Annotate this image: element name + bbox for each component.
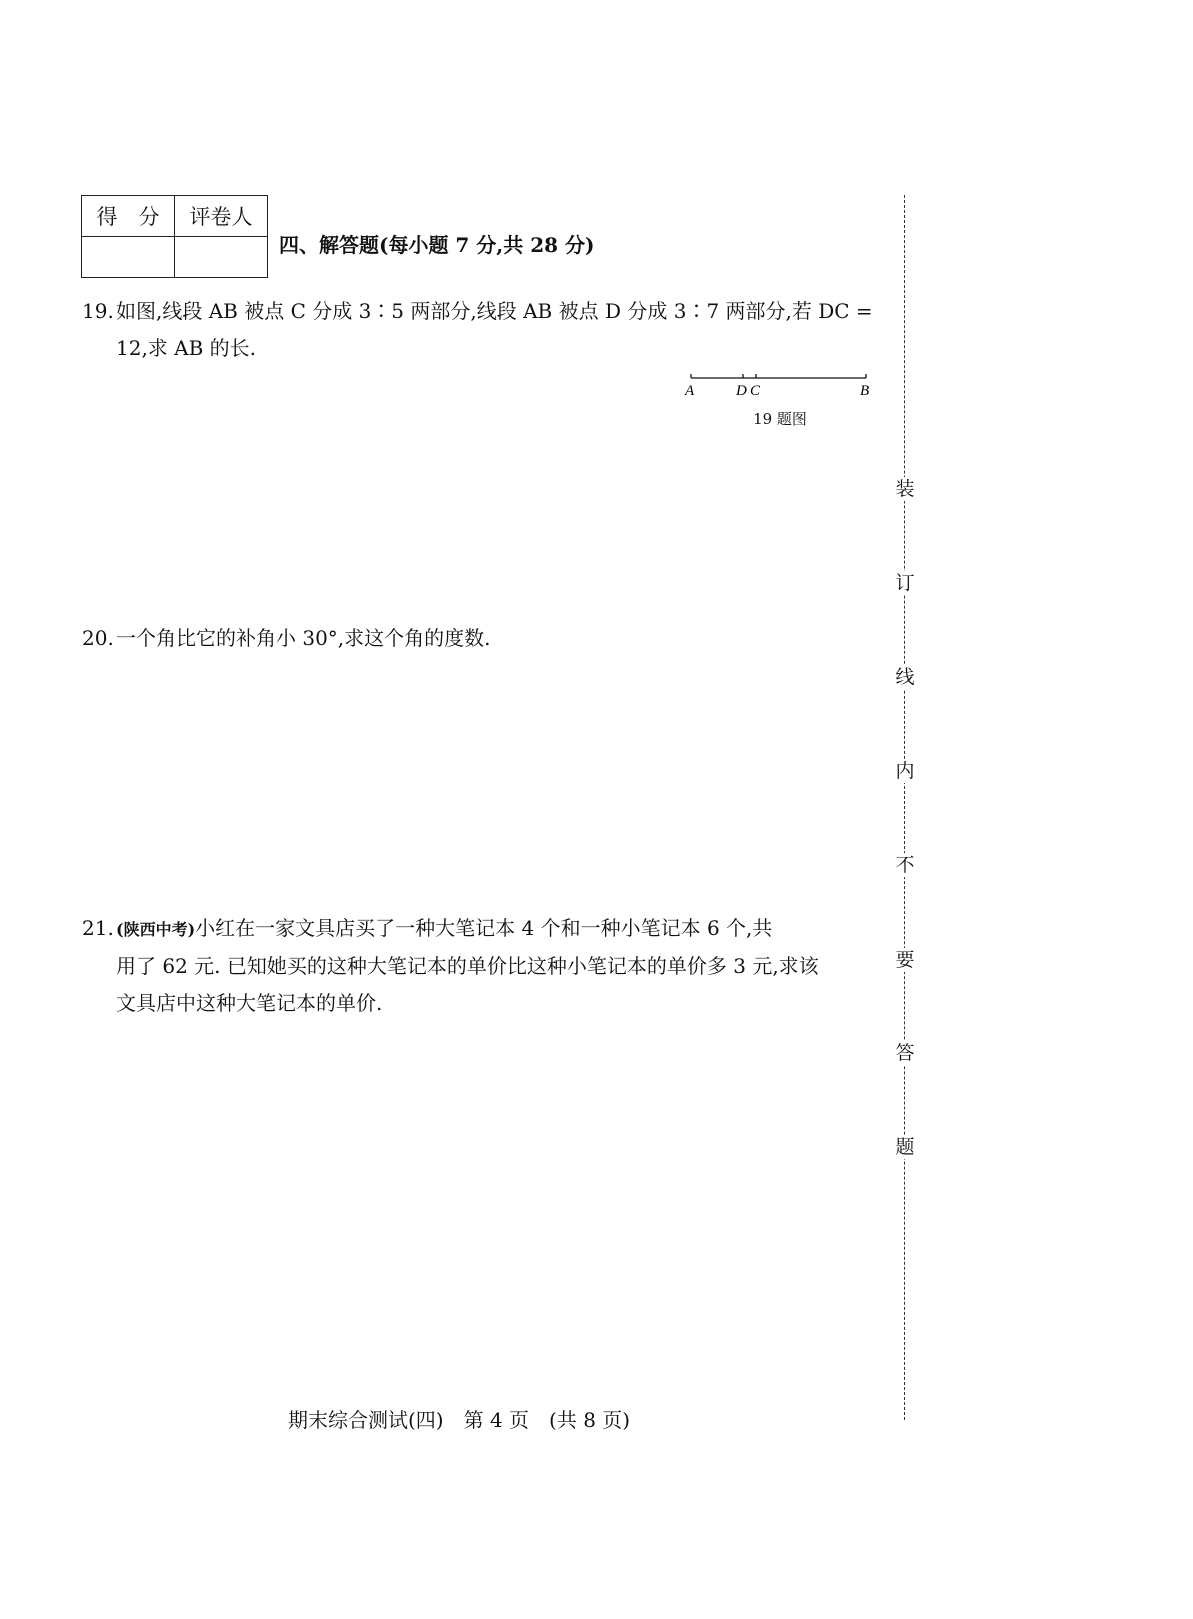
label-a: A — [685, 383, 695, 399]
score-table — [81, 195, 268, 278]
binding-dashed-line — [904, 195, 905, 1420]
grader-header: 评卷人 — [175, 196, 268, 237]
question-number: 20. — [82, 626, 114, 650]
question-20 — [82, 620, 882, 657]
question-number: 19. — [82, 299, 114, 323]
question-text-line: 一个角比它的补角小 30°,求这个角的度数. — [116, 626, 491, 650]
question-text-line: 小红在一家文具店买了一种大笔记本 4 个和一种小笔记本 6 个,共 — [195, 916, 773, 940]
score-cell[interactable] — [82, 237, 175, 278]
question-text-line: 如图,线段 AB 被点 C 分成 3∶5 两部分,线段 AB 被点 D 分成 3∶7 两部分,若 DC = — [116, 299, 873, 323]
question-21 — [82, 910, 882, 1022]
binding-margin-char: 内 — [893, 759, 917, 783]
label-c: C — [750, 383, 761, 399]
question-text-line: 12,求 AB 的长. — [116, 336, 257, 360]
binding-margin-char: 答 — [893, 1041, 917, 1065]
label-d: D — [736, 383, 747, 399]
source-tag: (陕西中考) — [116, 920, 196, 939]
binding-margin-char: 要 — [893, 948, 917, 972]
figure-caption: 19 题图 — [753, 410, 807, 428]
figure-19 — [680, 370, 880, 440]
binding-margin-char: 线 — [893, 665, 917, 689]
segment-diagram — [680, 370, 880, 404]
score-header: 得 分 — [82, 196, 175, 237]
grader-cell[interactable] — [175, 237, 268, 278]
binding-margin-char: 题 — [893, 1135, 917, 1159]
question-number: 21. — [82, 916, 114, 940]
section-title: 四、解答题(每小题 7 分,共 28 分) — [279, 233, 595, 257]
binding-margin-char: 不 — [893, 853, 917, 877]
question-text-line: 用了 62 元. 已知她买的这种大笔记本的单价比这种小笔记本的单价多 3 元,求该 — [116, 954, 819, 978]
label-b: B — [860, 383, 870, 399]
binding-margin-char: 订 — [893, 571, 917, 595]
question-19 — [82, 293, 882, 367]
page-footer: 期末综合测试(四) 第 4 页 (共 8 页) — [288, 1408, 631, 1432]
binding-margin-char: 装 — [893, 477, 917, 501]
question-text-line: 文具店中这种大笔记本的单价. — [116, 991, 383, 1015]
